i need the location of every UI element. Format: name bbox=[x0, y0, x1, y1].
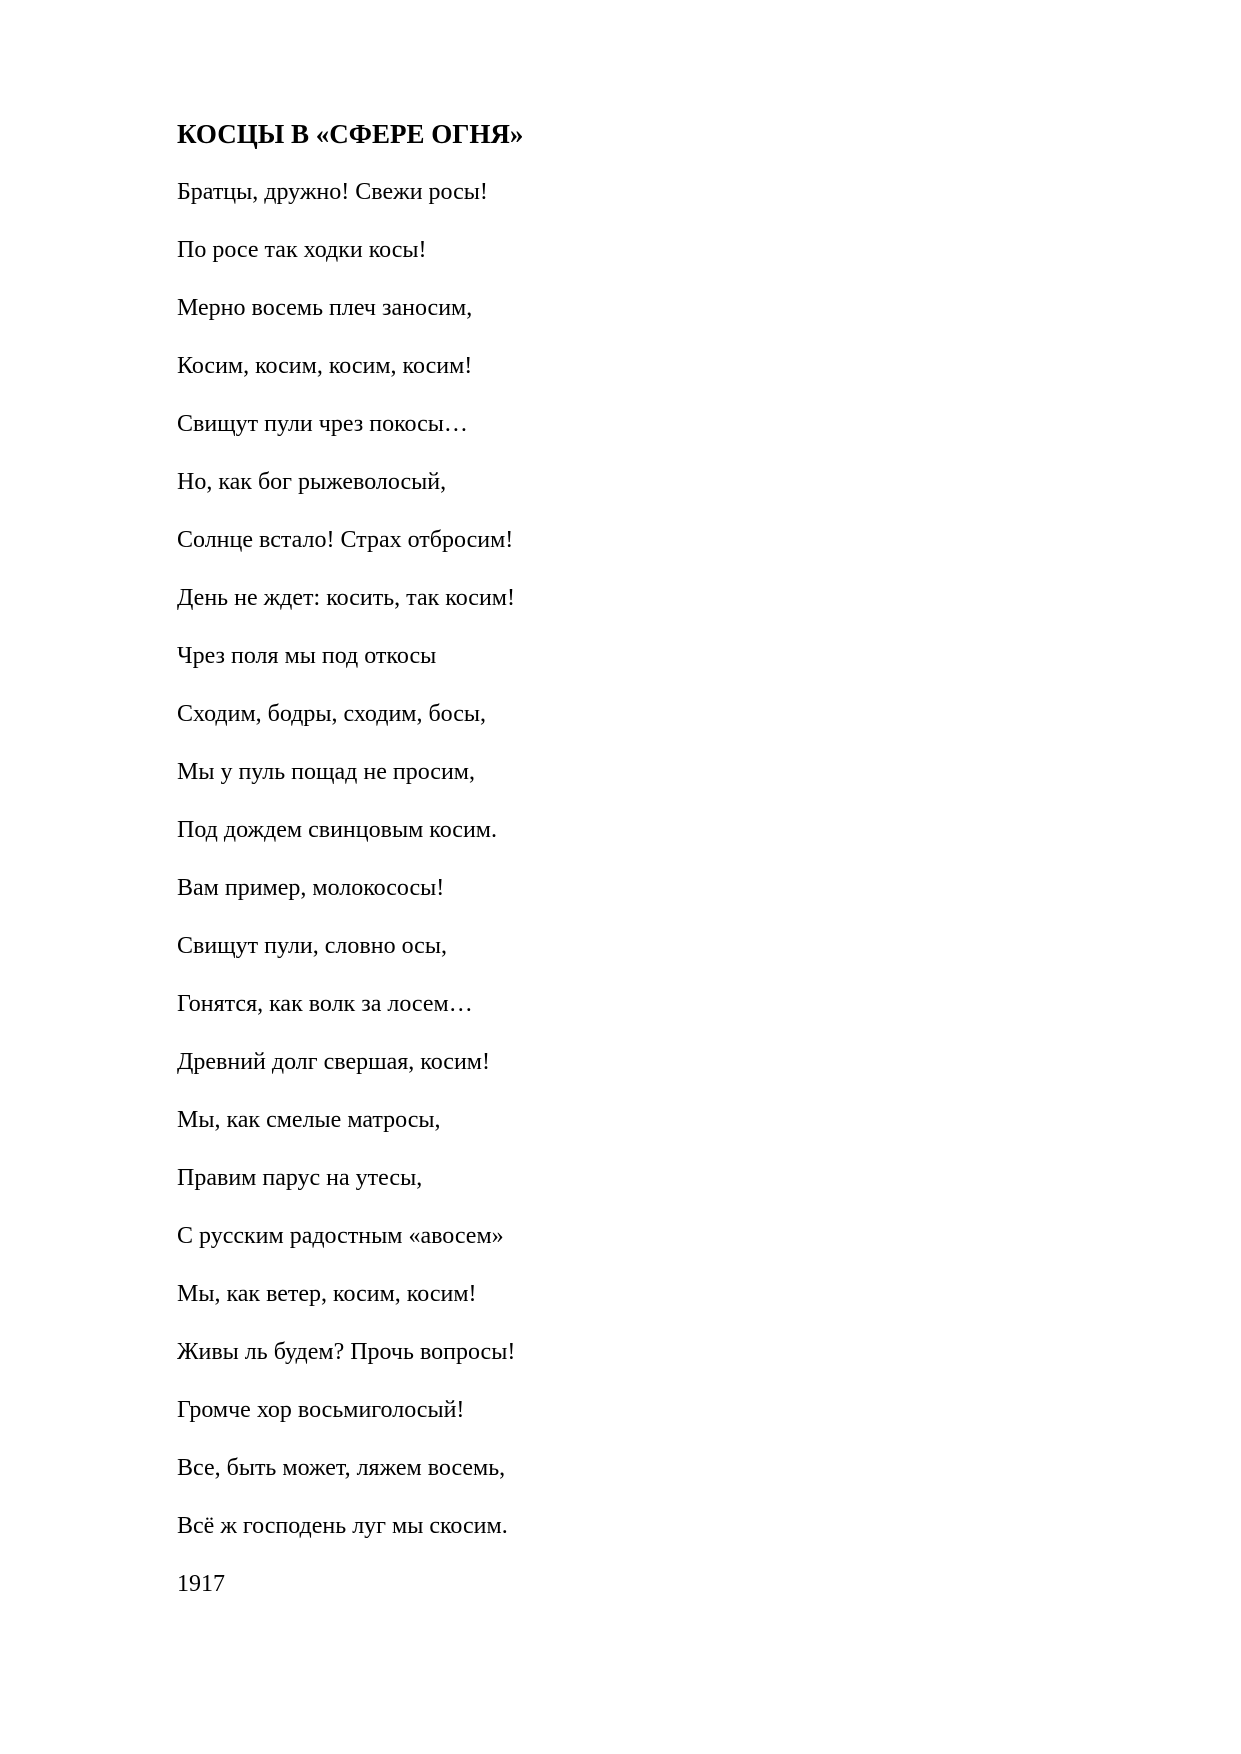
poem-line: Косим, косим, косим, косим! bbox=[177, 353, 473, 379]
poem-line: Громче хор восьмиголосый! bbox=[177, 1397, 465, 1423]
poem-line: Солнце встало! Страх отбросим! bbox=[177, 527, 514, 553]
poem-line: С русским радостным «авосем» bbox=[177, 1223, 504, 1249]
poem-line: День не ждет: косить, так косим! bbox=[177, 585, 515, 611]
poem-line: Мы, как смелые матросы, bbox=[177, 1107, 441, 1133]
poem-line: Чрез поля мы под откосы bbox=[177, 643, 437, 669]
poem-line: Сходим, бодры, сходим, босы, bbox=[177, 701, 487, 727]
poem-line: Мы, как ветер, косим, косим! bbox=[177, 1281, 477, 1307]
poem-line: Под дождем свинцовым косим. bbox=[177, 817, 497, 843]
poem-line: Свищут пули чрез покосы… bbox=[177, 411, 468, 437]
poem-line: Живы ль будем? Прочь вопросы! bbox=[177, 1339, 516, 1365]
poem-line: Все, быть может, ляжем восемь, bbox=[177, 1455, 506, 1481]
poem-line: Свищут пули, словно осы, bbox=[177, 933, 447, 959]
poem-line: Но, как бог рыжеволосый, bbox=[177, 469, 447, 495]
poem-line: Правим парус на утесы, bbox=[177, 1165, 423, 1191]
poem-line: Мы у пуль пощад не просим, bbox=[177, 759, 475, 785]
poem-body bbox=[177, 178, 515, 1570]
poem-line: Братцы, дружно! Свежи росы! bbox=[177, 179, 488, 205]
poem-title: КОСЦЫ В «СФЕРЕ ОГНЯ» bbox=[177, 119, 524, 149]
poem-line: Всё ж господень луг мы скосим. bbox=[177, 1513, 508, 1539]
poem-line: Вам пример, молокососы! bbox=[177, 875, 445, 901]
poem-line: Мерно восемь плеч заносим, bbox=[177, 295, 473, 321]
poem-year: 1917 bbox=[177, 1571, 225, 1597]
poem-line: По росе так ходки косы! bbox=[177, 237, 427, 263]
poem-line: Древний долг свершая, косим! bbox=[177, 1049, 490, 1075]
poem-line: Гонятся, как волк за лосем… bbox=[177, 991, 473, 1017]
